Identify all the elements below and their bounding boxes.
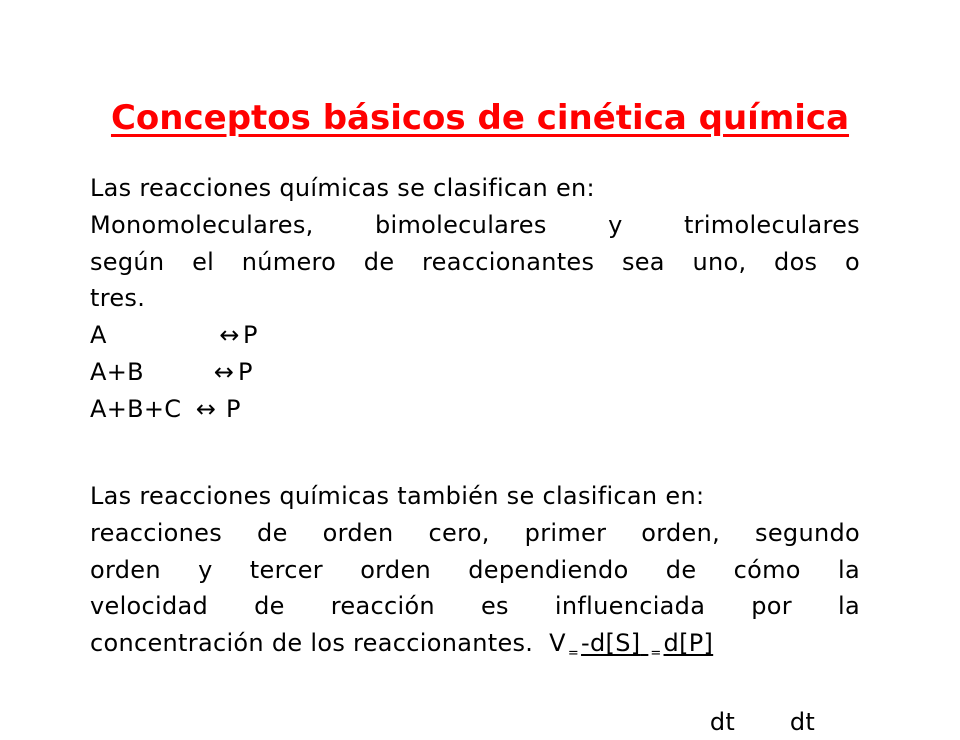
equation-rhs: P bbox=[226, 394, 241, 423]
equation-bimolecular bbox=[90, 354, 860, 391]
rate-symbol: V bbox=[549, 629, 566, 658]
order-line-5-text: concentración de los reaccionantes. bbox=[90, 629, 534, 658]
order-line-1: Las reacciones químicas también se clasifican en: bbox=[90, 482, 705, 510]
double-arrow-icon: ↔ bbox=[195, 394, 217, 423]
order-line-4: velocidad de reacción es influenciada por la bbox=[90, 592, 860, 621]
intro-line-1: Las reacciones químicas se clasifican en: bbox=[90, 174, 595, 202]
rate-denominator-2: dt bbox=[789, 708, 816, 736]
equation-rhs: P bbox=[243, 321, 258, 350]
order-line-5 bbox=[90, 625, 860, 667]
classification-order bbox=[90, 478, 860, 667]
order-line-2: reacciones de orden cero, primer orden, segundo bbox=[90, 518, 860, 547]
order-line-3: orden y tercer orden dependiendo de cómo la bbox=[90, 555, 860, 584]
rate-numerator-product: d[P] bbox=[663, 629, 714, 658]
equation-trimolecular bbox=[90, 391, 860, 428]
intro-line-2: Monomoleculares, bimoleculares y trimoleculares bbox=[90, 210, 860, 239]
rate-denominators bbox=[694, 668, 815, 740]
intro-line-3: según el número de reaccionantes sea uno, dos o bbox=[90, 247, 860, 276]
equation-lhs: A bbox=[90, 321, 107, 350]
equation-lhs: A+B bbox=[90, 357, 144, 386]
equals-sign: = bbox=[567, 646, 580, 662]
equation-lhs: A+B+C bbox=[90, 394, 182, 423]
equation-unimolecular bbox=[90, 317, 860, 354]
double-arrow-icon: ↔ bbox=[219, 321, 240, 350]
equation-rhs: P bbox=[238, 357, 253, 386]
equals-sign: = bbox=[650, 646, 662, 662]
rate-numerator-substrate: -d[S] bbox=[581, 629, 641, 658]
classification-molecularity bbox=[90, 170, 860, 428]
rate-denominator-1: dt bbox=[709, 708, 736, 736]
slide-title: Conceptos básicos de cinética química bbox=[110, 98, 850, 138]
double-arrow-icon: ↔ bbox=[213, 357, 235, 386]
intro-line-4: tres. bbox=[90, 284, 146, 313]
